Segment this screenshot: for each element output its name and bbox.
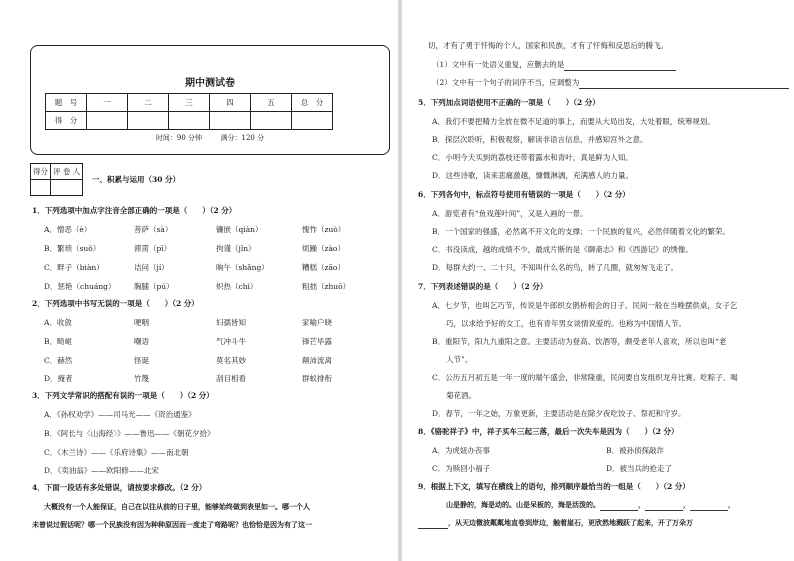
q8-option: A．为虎妞办丧事: [432, 446, 490, 455]
exam-title: 期中测试卷: [185, 78, 235, 89]
q2-option: 气冲斗牛: [216, 337, 246, 346]
q1-option: 愧怍（zuò）: [302, 225, 346, 234]
question-5-stem: 5．下列加点词语使用不正确的一项是（ ）（2 分）: [418, 98, 600, 107]
grader-table: [30, 163, 83, 196]
q2-option: 哽咽: [134, 318, 149, 327]
q1-option: D．惩艳（chuáng）: [44, 282, 116, 291]
score-header-cell: 一: [87, 94, 128, 112]
score-header-cell: 二: [128, 94, 169, 112]
q1-option: 晌午（shǎng）: [216, 263, 269, 272]
q1-option: 菩萨（sà）: [134, 225, 173, 234]
q7-option-b-cont: 人节”。: [446, 355, 473, 364]
score-cell[interactable]: [292, 112, 333, 130]
grader-score-label: 得分: [31, 164, 51, 180]
q9-passage-line: 山是静的，海是动的。山是呆板的，海是活泼的。 ， ， ，: [446, 500, 735, 509]
q2-option: D．掩者: [44, 374, 73, 383]
question-3-stem: 3．下列文学常识的搭配有误的一项是（ ）（2 分）: [32, 391, 214, 400]
question-9-stem: 9．根据上下文，填写在横线上的语句，排列顺序最恰当的一组是（ ）（2 分）: [418, 482, 690, 491]
grader-score-cell[interactable]: [31, 180, 51, 196]
q2-option: 怪诞: [134, 356, 149, 365]
grader-name-label: 评 卷 人: [51, 164, 83, 180]
q5-option: B．探层次聆听，积极观察，解读非语言信息，并感知宫外之意。: [432, 135, 648, 144]
score-header-cell: 题 号: [46, 94, 87, 112]
q1-option: 粗拙（zhuō）: [302, 282, 351, 291]
q1-option: 胸脯（pú）: [134, 282, 174, 291]
answer-blank[interactable]: [645, 500, 683, 511]
score-table: [45, 93, 333, 130]
q2-option: C．赫然: [44, 356, 73, 365]
score-value-row: [46, 112, 333, 130]
q2-option: 妇孺皆知: [216, 318, 246, 327]
q2-option: 颠沛流离: [302, 356, 332, 365]
page-fold-divider: [398, 0, 402, 561]
q1-option: 拘谨（jǐn）: [216, 244, 256, 253]
q6-option: D．每群大约一、二十只，不知叫什么名的鸟，转了几圈，就匆匆飞走了。: [432, 263, 679, 272]
q1-option: 炽热（chì）: [216, 282, 258, 291]
q7-option-d: D．春节，一年之始，万象更新，主要活动是在除夕夜吃饺子、祭祀和守岁。: [432, 409, 686, 418]
q2-option: 刮目相看: [216, 374, 246, 383]
question-7-stem: 7．下列表述错误的是（ ）（2 分）: [418, 282, 548, 291]
q2-option: B．畸岖: [44, 337, 73, 346]
score-header-cell: 三: [169, 94, 210, 112]
q1-option: 烦躁（zào）: [302, 244, 345, 253]
q9-passage-line: ，从天边微波粼粼地直卷到岸边，触着崖石，更欣然地溅跃了起来，开了万朵万: [418, 518, 693, 529]
q4-passage-line: 未曾说过假话呢？哪一个民族没有因为种种原因而一度走了弯路呢？也恰恰是因为有了这一: [32, 520, 312, 529]
q8-option: C．为赎回小福子: [432, 464, 491, 473]
score-header-cell: 四: [210, 94, 251, 112]
q5-option: C．小明今天买到的荔枝还带着露水和青叶，真是鲜为人知。: [432, 153, 633, 162]
exam-header-box: [30, 45, 390, 155]
answer-blank[interactable]: [418, 518, 448, 529]
score-header-cell: 总 分: [292, 94, 333, 112]
q6-option: C．书没读成，越的成绩不少，最成片断的是《聊斋志》和《西游记》的绣像。: [432, 245, 693, 254]
exam-full-score: 满分：120 分: [220, 134, 265, 142]
section-heading: 一、积累与运用（30 分）: [92, 175, 181, 184]
q4-passage-line: 大概没有一个人能保证，自己在以往从前的日子里，能够始终做到表里如一。哪一个人: [44, 502, 310, 511]
q8-option: B．被孙侦探敲诈: [606, 446, 665, 455]
q1-option: B．繁琐（suǒ）: [44, 244, 101, 253]
q1-option: 诘问（jí）: [134, 263, 169, 272]
q2-option: A．收敛: [44, 318, 72, 327]
exam-time: 时间：90 分钟: [155, 134, 203, 142]
q3-option: D．《卖油翁》——欧阳修——北宋: [44, 466, 159, 475]
score-cell[interactable]: [169, 112, 210, 130]
q5-option: A．我们不要把精力全放在微不足道的事上，而要从大局出发，大处着眼，统筹规划。: [432, 117, 715, 126]
q8-option: D．被当兵的抢走了: [606, 464, 673, 473]
q3-option: C．《木兰诗》——《乐府诗集》——南北朝: [44, 448, 189, 457]
score-cell[interactable]: [128, 112, 169, 130]
grader-name-cell[interactable]: [51, 180, 83, 196]
exam-time-line: [31, 133, 389, 143]
q7-option-c: C．公历五月初五是一年一度的端午盛会，非常隆重，民间要自发组织龙舟比赛、吃粽子、喝: [432, 373, 738, 382]
q7-option-c-cont: 菊花酒。: [446, 391, 476, 400]
q2-option: 嘲语: [134, 337, 149, 346]
question-1-stem: 1．下列选项中加点字注音全部正确的一项是（ ）（2 分）: [32, 206, 237, 215]
q1-option: C．畔子（biàn）: [44, 263, 104, 272]
question-6-stem: 6．下列各句中，标点符号使用有错误的一项是（ ）（2 分）: [418, 190, 630, 199]
score-header-row: [46, 94, 333, 112]
q7-option-a: A．七夕节，也叫乞巧节，传说是牛郎织女鹊桥相会的日子。民间一般在当晚摆供桌，女子乞: [432, 301, 738, 310]
q7-option-b: B．重阳节，阳九九重阳之意。主要活动为登高、饮酒等，颇受老年人喜欢，所以也叫“老: [432, 337, 727, 346]
q2-option: 竹篾: [134, 374, 149, 383]
q5-option: D．这些诗歌，读来悲痛激越，慷慨淋漓，充满感人的力量。: [432, 171, 634, 180]
question-8-stem: 8．《骆驼祥子》中，祥子买车三起三落，最后一次失车是因为（ ）（2 分）: [418, 427, 679, 436]
q6-option: A．游览者有“鱼戏莲叶间”，又是入画的一景。: [432, 209, 588, 218]
answer-blank[interactable]: [690, 500, 728, 511]
q4-passage-cont: 切，才有了勇于忏悔的个人，国家和民族，才有了忏悔和反思后的腾飞。: [428, 41, 668, 50]
q3-option: B．《阿长与〈山海经〉》——鲁迅——《朝花夕拾》: [44, 429, 215, 438]
q1-option: 滞雳（pī）: [134, 244, 172, 253]
q2-option: 锋芒毕露: [302, 337, 332, 346]
q6-option: B．一个国家的强盛，必然离不开文化的支撑；一个民族的复兴，必然伴随着文化的繁荣。: [432, 227, 731, 236]
score-row-label: 得 分: [46, 112, 87, 130]
q2-option: 群蚁排衔: [302, 374, 332, 383]
q2-option: 莫名其妙: [216, 356, 246, 365]
q4-sub-2: （2）文中有一个句子的词序不当，应调整为: [432, 78, 789, 89]
q7-option-a-cont: 巧，以求给予好的女工，也有青年男女谈情说爱的。也称为中国情人节。: [446, 319, 686, 328]
q1-option: 镰嵌（qiàn）: [216, 225, 263, 234]
q4-sub-1: （1）文中有一处语义重复，应删去的是: [432, 60, 676, 71]
q2-option: 家喻户晓: [302, 318, 332, 327]
answer-blank[interactable]: [564, 60, 676, 71]
question-4-stem: 4．下面一段话有多处错误，请按要求修改。（2 分）: [32, 483, 207, 492]
score-cell[interactable]: [251, 112, 292, 130]
score-header-cell: 五: [251, 94, 292, 112]
q1-option: A．憎恶（è）: [44, 225, 92, 234]
score-cell[interactable]: [87, 112, 128, 130]
answer-blank[interactable]: [579, 78, 789, 89]
q1-option: 糟糕（zāo）: [302, 263, 345, 272]
answer-blank[interactable]: [600, 500, 638, 511]
q3-option: A．《孙权劝学》——司马光——《资治通鉴》: [44, 410, 196, 419]
score-cell[interactable]: [210, 112, 251, 130]
question-2-stem: 2．下列选项中书写无误的一项是（ ）（2 分）: [32, 299, 199, 308]
